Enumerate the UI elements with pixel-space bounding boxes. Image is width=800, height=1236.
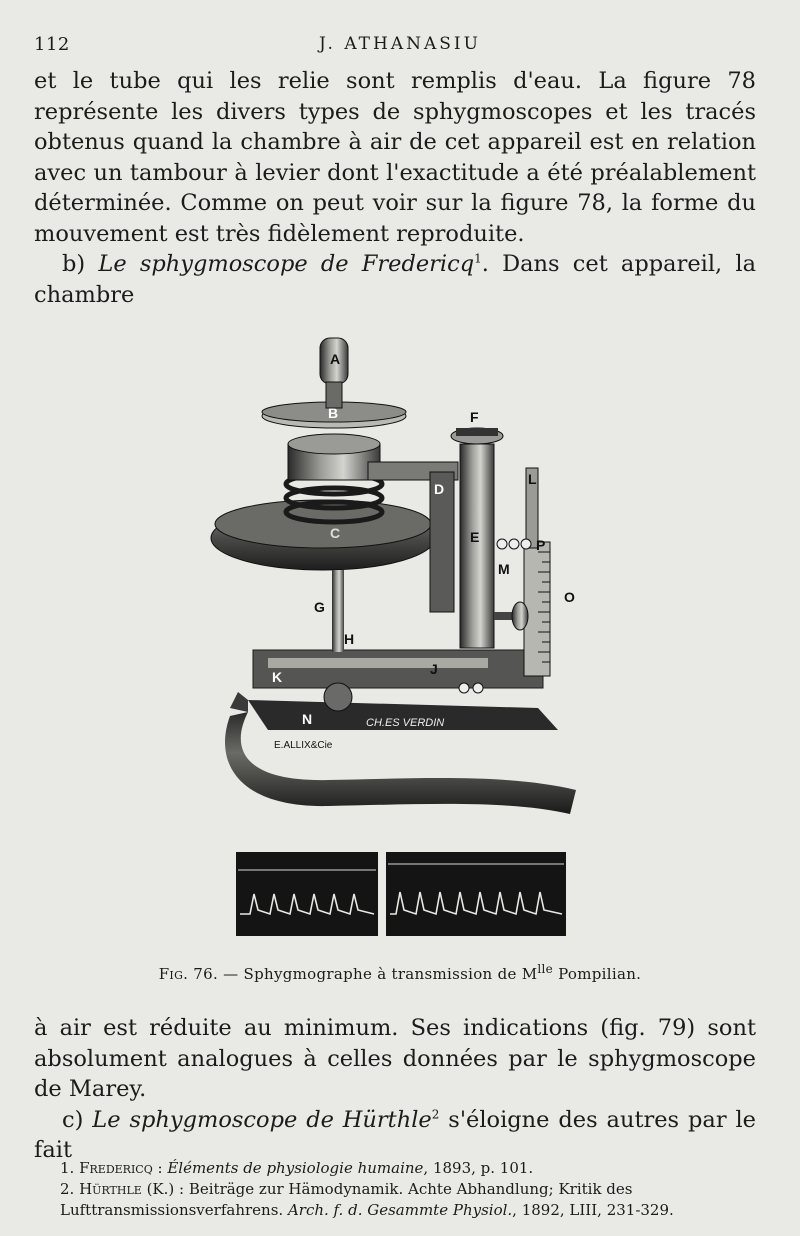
footnote-author: Fredericq [79,1159,153,1177]
italic-title: Le sphygmoscope de Fredericq [98,251,475,277]
paragraph-text: s'éloigne des autres par le fait [34,1106,756,1163]
rod [332,570,344,652]
caption-sup: lle [537,962,554,976]
label-f: F [470,409,479,425]
frame-rail [253,650,543,688]
paragraph-hurthle [34,1105,756,1166]
figure-number: Fig. 76. — [158,965,244,983]
maker-plate: CH.ES VERDIN [366,717,445,729]
label-h: H [344,631,355,647]
label-p: P [536,537,546,553]
figure-caption [0,962,800,983]
footnote-ref: 1 [474,251,482,266]
label-k: K [272,669,283,685]
footnotes [60,1158,772,1221]
footnote-number: 1. [60,1159,80,1177]
caption-name: Pompilian. [553,965,642,983]
page-header [34,30,766,60]
footnote-separator: : [152,1159,168,1177]
label-l: L [528,471,537,487]
footnote-number: 2. [60,1180,80,1198]
paragraph: à air est réduite au minimum. Ses indications (fig. 79) sont absolument analogues à celles données par le sphygmoscope de Marey. [34,1015,756,1102]
pulse-tracings [236,852,566,936]
caption-text: Sphygmographe à transmission de M [243,965,538,983]
paragraph-text: . Dans cet appareil, la chambre [34,251,756,308]
body-text-top [34,66,756,310]
footnote-ref: 2 [431,1107,440,1121]
label-d: D [434,481,445,497]
running-head: J. ATHANASIU [319,34,481,54]
footnote-journal: Arch. f. d. Gesammte Physiol. [287,1201,513,1219]
label-j: J [430,661,438,677]
footnote-text-tail: , 1892, LIII, 231-329. [512,1201,674,1219]
label-n: N [302,711,313,727]
column [460,444,494,648]
label-a: A [330,351,341,367]
italic-title: Le sphygmoscope de Hürthle [92,1106,432,1133]
footnote-1 [60,1158,772,1179]
tracing-panel-left [236,852,378,936]
footnote-title: Éléments de physiologie humaine [167,1159,424,1177]
footnote-text: , 1893, p. 101. [423,1159,534,1177]
label-m: M [498,561,510,577]
paragraph: et le tube qui les relie sont remplis d'eau. La figure 78 représente les divers types de sphygmoscopes et les tracés obtenus quand la chambre à air de cet appareil est en relation avec un tambour à levier dont l'exactitude a été préalablement déterminée. Comme on peut voir sur la figure 78, la forme du mouvement est très fidèlement reproduite. [34,68,756,247]
engraver-mark: E.ALLIX&Cie [274,740,333,751]
label-e: E [470,529,480,545]
list-marker: c) [62,1106,93,1133]
body-text-bottom [34,1013,756,1166]
label-o: O [564,589,575,605]
footnote-2 [60,1179,772,1221]
list-marker: b) [62,251,99,277]
paragraph-fredericq [34,249,756,310]
label-g: G [314,599,325,615]
footnote-author: Hürthle [79,1180,142,1198]
page-number: 112 [34,34,70,55]
footnote-text: (K.) : Beiträge zur Hämodynamik. Achte Abhandlung; Kritik des Lufttransmissionsverfahrens. [60,1180,633,1219]
label-c: C [330,525,341,541]
label-b: B [328,405,339,421]
sphygmograph-engraving [208,312,588,842]
